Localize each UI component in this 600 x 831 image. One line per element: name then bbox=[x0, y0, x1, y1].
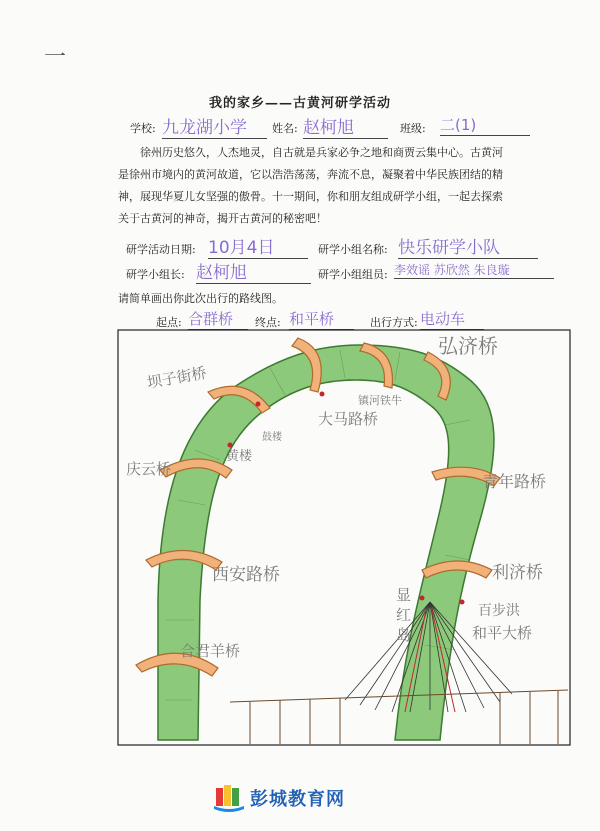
class-label: 班级: bbox=[400, 122, 426, 135]
page-title: 我的家乡——古黄河研学活动 bbox=[208, 96, 391, 111]
intro-line: 关于古黄河的神奇，揭开古黄河的秘密吧！ bbox=[118, 212, 327, 225]
school-value: 九龙湖小学 bbox=[162, 113, 267, 139]
intro-line: 神，展现华夏儿女坚强的傲骨。十一期间，你和朋友组成研学小组，一起去探索 bbox=[118, 190, 503, 203]
members-label: 研学小组组员: bbox=[318, 268, 388, 281]
label-xian: 西安路桥 bbox=[212, 565, 280, 585]
end-value: 和平桥 bbox=[289, 308, 354, 330]
location-dot bbox=[228, 443, 233, 448]
leader-label: 研学小组长: bbox=[126, 268, 185, 281]
location-dot bbox=[256, 402, 261, 407]
label-jingshi: 镇河铁牛 bbox=[358, 394, 402, 407]
corner-mark: 一 bbox=[44, 45, 67, 70]
label-dama: 大马路桥 bbox=[318, 410, 379, 428]
members-value: 李效谣 苏欣然 朱良璇 bbox=[394, 261, 554, 279]
label-qingnian: 青年路桥 bbox=[482, 472, 547, 491]
label-hongji: 弘济桥 bbox=[438, 334, 498, 358]
label-qingyun: 庆云桥 bbox=[126, 460, 172, 478]
transport-value: 电动车 bbox=[420, 308, 484, 330]
name-value: 赵柯旭 bbox=[303, 113, 388, 139]
label-xianhong bbox=[396, 586, 411, 644]
river-path bbox=[158, 345, 494, 740]
intro-line: 是徐州市境内的黄河故道，它以浩浩荡荡，奔流不息，凝聚着中华民族团结的精 bbox=[118, 168, 503, 181]
label-heping: 和平大桥 bbox=[472, 624, 533, 642]
book-icon bbox=[212, 782, 246, 812]
date-value: 10月4日 bbox=[208, 233, 308, 259]
group-name-value: 快乐研学小队 bbox=[398, 233, 538, 259]
start-label: 起点: bbox=[156, 316, 182, 329]
name-label: 姓名: bbox=[272, 122, 298, 135]
transport-label: 出行方式: bbox=[370, 316, 418, 329]
label-xianhong-char: 岛 bbox=[396, 626, 412, 644]
leader-value: 赵柯旭 bbox=[196, 258, 311, 284]
group-name-label: 研学小组名称: bbox=[318, 243, 388, 256]
location-dot bbox=[320, 392, 325, 397]
label-liji: 利济桥 bbox=[492, 563, 543, 583]
date-label: 研学活动日期: bbox=[126, 243, 196, 256]
label-bazi: 坝子街桥 bbox=[145, 363, 208, 392]
intro-line: 徐州历史悠久，人杰地灵，自古就是兵家必争之地和商贾云集中心。古黄河 bbox=[140, 146, 503, 159]
location-dot bbox=[460, 600, 465, 605]
class-value: 二(1) bbox=[440, 114, 530, 136]
label-gulou: 鼓楼 bbox=[262, 432, 282, 443]
label-huanglou: 黄楼 bbox=[226, 449, 253, 464]
end-label: 终点: bbox=[255, 316, 281, 329]
school-label: 学校: bbox=[130, 122, 156, 135]
label-xianhong-vertical bbox=[396, 586, 411, 644]
label-xianhong-char: 显 bbox=[396, 586, 412, 604]
start-value: 合群桥 bbox=[188, 308, 248, 330]
label-hequn: 合君羊桥 bbox=[180, 642, 241, 660]
location-dot bbox=[420, 596, 425, 601]
label-xianhong-char: 红 bbox=[396, 606, 412, 624]
route-prompt: 请简单画出你此次出行的路线图。 bbox=[118, 292, 283, 305]
footer-logo[interactable] bbox=[212, 782, 412, 812]
footer-logo-text: 彭城教育网 bbox=[250, 789, 345, 810]
label-baibu: 百步洪 bbox=[478, 603, 520, 619]
